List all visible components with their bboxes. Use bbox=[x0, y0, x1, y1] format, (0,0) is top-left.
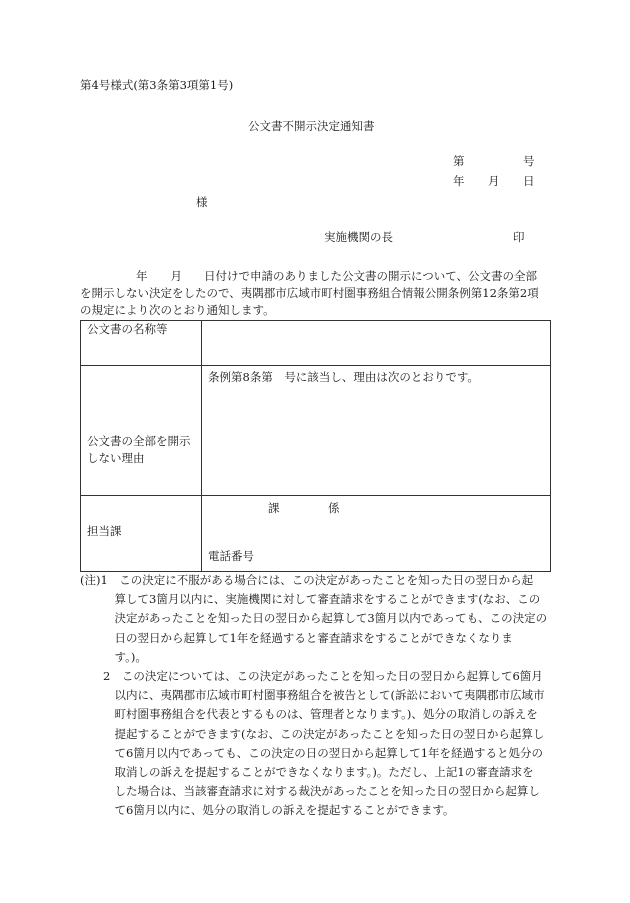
reason-value: 条例第8条第 号に該当し、理由は次のとおりです。 bbox=[208, 370, 479, 384]
reason-label bbox=[81, 395, 201, 467]
intro-line-2: を開示しない決定をしたので、夷隅郡市広域市町村圏事務組合情報公開条例第12条第2項 bbox=[80, 286, 539, 300]
contact-value-cell bbox=[202, 496, 551, 572]
intro-line-1 bbox=[80, 268, 550, 285]
number-suffix: 号 bbox=[523, 154, 535, 168]
intro-month: 月 bbox=[170, 269, 182, 283]
addressee-suffix: 様 bbox=[196, 195, 208, 209]
notice-table bbox=[80, 320, 551, 572]
intro-year: 年 bbox=[136, 269, 148, 283]
table-row-document-name bbox=[81, 321, 551, 366]
note-line: した場合は、当該審査請求に対する裁決があったことを知った日の翌日から起算し bbox=[80, 784, 540, 799]
date-month: 月 bbox=[488, 174, 500, 188]
document-title: 公文書不開示決定通知書 bbox=[248, 119, 375, 133]
form-number: 第4号様式(第3条第3項第1号) bbox=[80, 78, 234, 92]
note-line: 提起することができます(なお、この決定があったことを知った日の翌日から起算し bbox=[80, 726, 545, 741]
note-line: 2 この決定については、この決定があったことを知った日の翌日から起算して6箇月 bbox=[80, 669, 543, 684]
note-line: 算して3箇月以内に、実施機関に対して審査請求をすることができます(なお、この bbox=[80, 592, 541, 607]
note-line: (注)1 この決定に不服がある場合には、この決定があったことを知った日の翌日から起 bbox=[80, 573, 534, 587]
agency-head: 実施機関の長 bbox=[324, 230, 393, 244]
note-line: 町村圏事務組合を代表とするものは、管理者となります。)、処分の取消しの訴えを bbox=[80, 707, 538, 722]
reason-label-line-1: 公文書の全部を開示 bbox=[87, 433, 191, 448]
contact-section: 課 bbox=[268, 501, 280, 515]
note-line: 日の翌日から起算して1年を経過すると審査請求をすることができなくなりま bbox=[80, 630, 513, 645]
reason-value-cell bbox=[202, 366, 551, 496]
reason-label-cell bbox=[81, 366, 202, 496]
contact-staff: 係 bbox=[328, 501, 340, 515]
contact-label-cell bbox=[81, 496, 202, 572]
notes-section bbox=[80, 571, 555, 821]
document-name-label-cell bbox=[81, 321, 202, 366]
note-line: す。)。 bbox=[80, 649, 147, 664]
document-name-value-cell bbox=[202, 321, 551, 366]
table-row-contact bbox=[81, 496, 551, 572]
intro-paragraph bbox=[80, 268, 550, 319]
intro-line-3: の規定により次のとおり通知します。 bbox=[80, 303, 275, 317]
note-line: 以内に、夷隅郡市広域市町村圏事務組合を被告として(訴訟において夷隅郡市広域市 bbox=[80, 688, 545, 703]
note-line: 取消しの訴えを提起することができなくなります。)。ただし、上記1の審査請求を bbox=[80, 765, 534, 780]
note-line: て6箇月以内であっても、この決定の日の翌日から起算して1年を経過すると処分の bbox=[80, 745, 544, 760]
date-year: 年 bbox=[453, 174, 465, 188]
contact-label: 担当課 bbox=[87, 524, 122, 538]
number-prefix: 第 bbox=[453, 154, 465, 168]
table-row-reason bbox=[81, 366, 551, 496]
date-day: 日 bbox=[523, 174, 535, 188]
document-name-label: 公文書の名称等 bbox=[87, 322, 168, 336]
seal-mark: 印 bbox=[513, 230, 525, 244]
note-line: 決定があったことを知った日の翌日から起算して3箇月以内であっても、この決定の bbox=[80, 611, 548, 626]
contact-phone: 電話番号 bbox=[208, 549, 254, 563]
intro-line-1-text: 日付けで申請のありました公文書の開示について、公文書の全部 bbox=[204, 269, 538, 283]
reason-label-line-2: しない理由 bbox=[87, 450, 145, 465]
note-line: て6箇月以内に、処分の取消しの訴えを提起することができます。 bbox=[80, 803, 455, 818]
